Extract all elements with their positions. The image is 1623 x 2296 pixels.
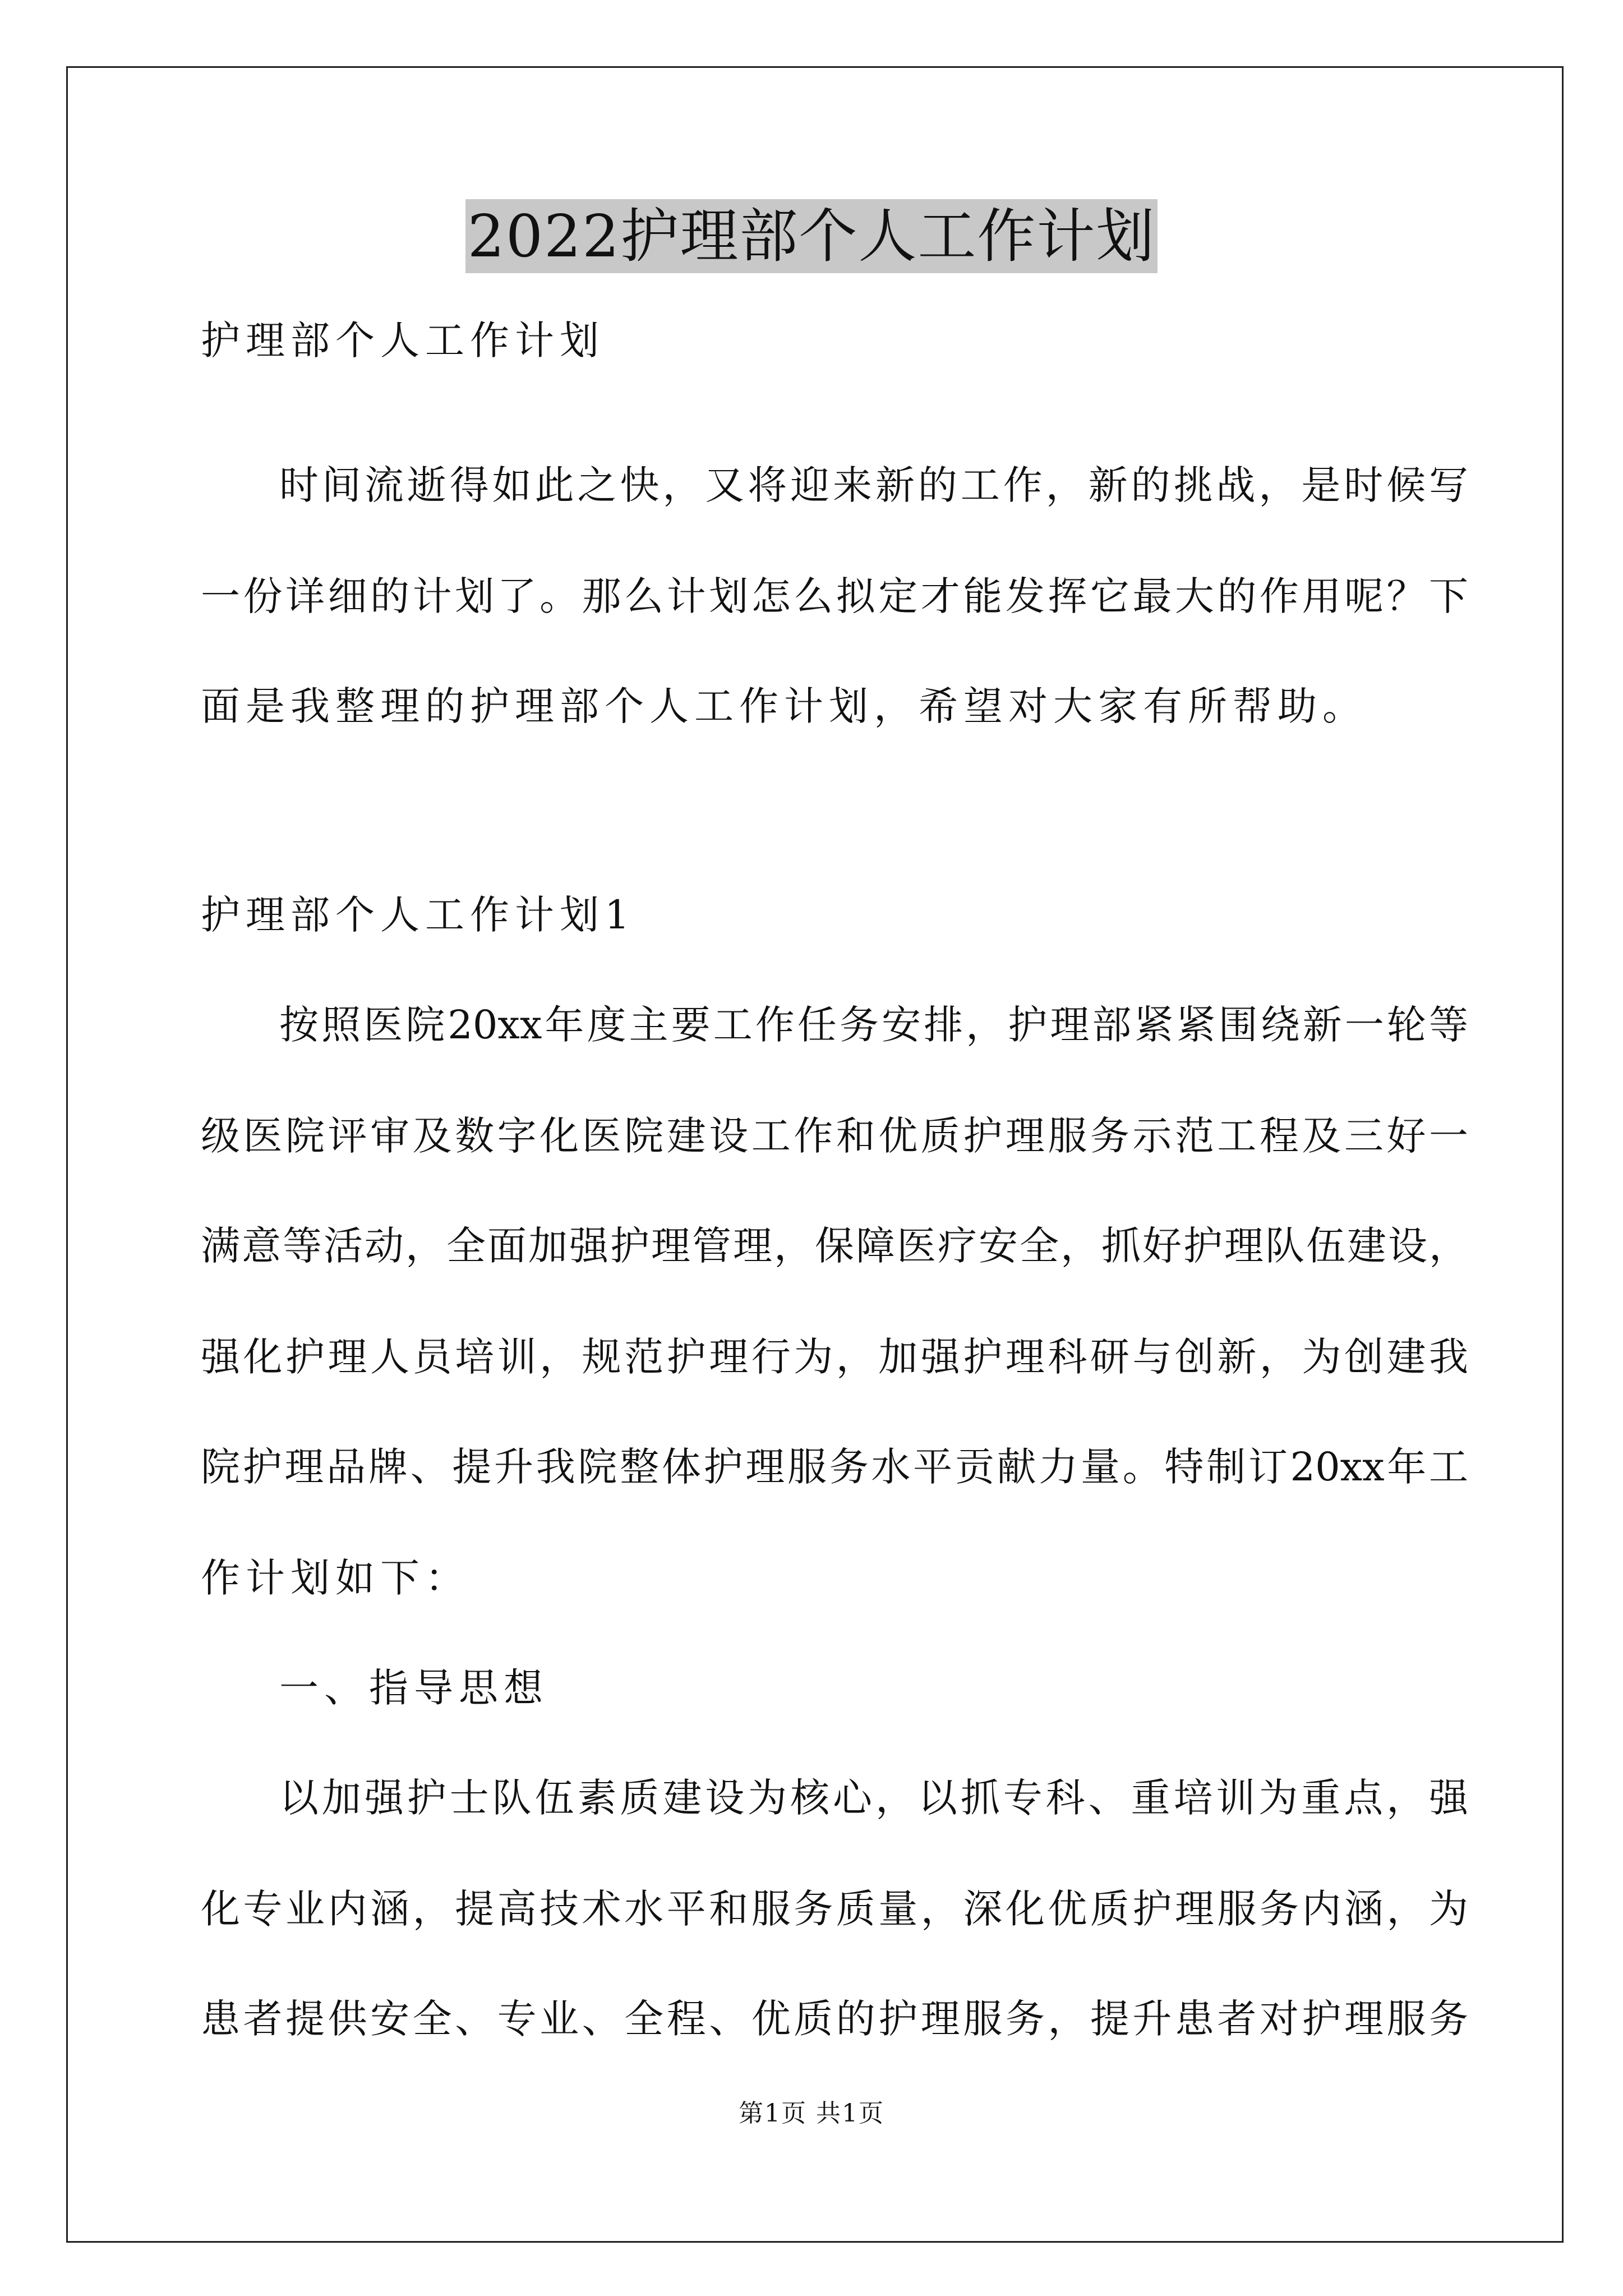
paragraph-line: 满意等活动，全面加强护理管理，保障医疗安全，抓好护理队伍建设， <box>201 1223 1468 1269</box>
subtitle: 护理部个人工作计划 <box>201 318 605 364</box>
paragraph-line: 院护理品牌、提升我院整体护理服务水平贡献力量。特制订20xx年工 <box>201 1444 1468 1490</box>
paragraph-line: 按照医院20xx年度主要工作任务安排，护理部紧紧围绕新一轮等 <box>279 1002 1468 1048</box>
page-number-footer: 第1页 共1页 <box>739 2099 884 2128</box>
paragraph-line: 时间流逝得如此之快，又将迎来新的工作，新的挑战，是时候写 <box>279 462 1468 508</box>
paragraph-line: 以加强护士队伍素质建设为核心，以抓专科、重培训为重点，强 <box>279 1775 1468 1821</box>
section-subheading: 一、指导思想 <box>279 1665 548 1711</box>
paragraph-line: 强化护理人员培训，规范护理行为，加强护理科研与创新，为创建我 <box>201 1334 1468 1380</box>
paragraph-line: 患者提供安全、专业、全程、优质的护理服务，提升患者对护理服务 <box>201 1996 1468 2042</box>
paragraph-line: 面是我整理的护理部个人工作计划，希望对大家有所帮助。 <box>201 683 1367 729</box>
paragraph-line: 级医院评审及数字化医院建设工作和优质护理服务示范工程及三好一 <box>201 1113 1468 1159</box>
document-title: 2022护理部个人工作计划 <box>465 199 1158 273</box>
document-title-wrap <box>0 199 1623 273</box>
paragraph-line: 一份详细的计划了。那么计划怎么拟定才能发挥它最大的作用呢？下 <box>201 573 1468 619</box>
section-heading: 护理部个人工作计划1 <box>201 892 635 938</box>
paragraph-line: 作计划如下： <box>201 1555 470 1601</box>
paragraph-line: 化专业内涵，提高技术水平和服务质量，深化优质护理服务内涵，为 <box>201 1886 1468 1932</box>
